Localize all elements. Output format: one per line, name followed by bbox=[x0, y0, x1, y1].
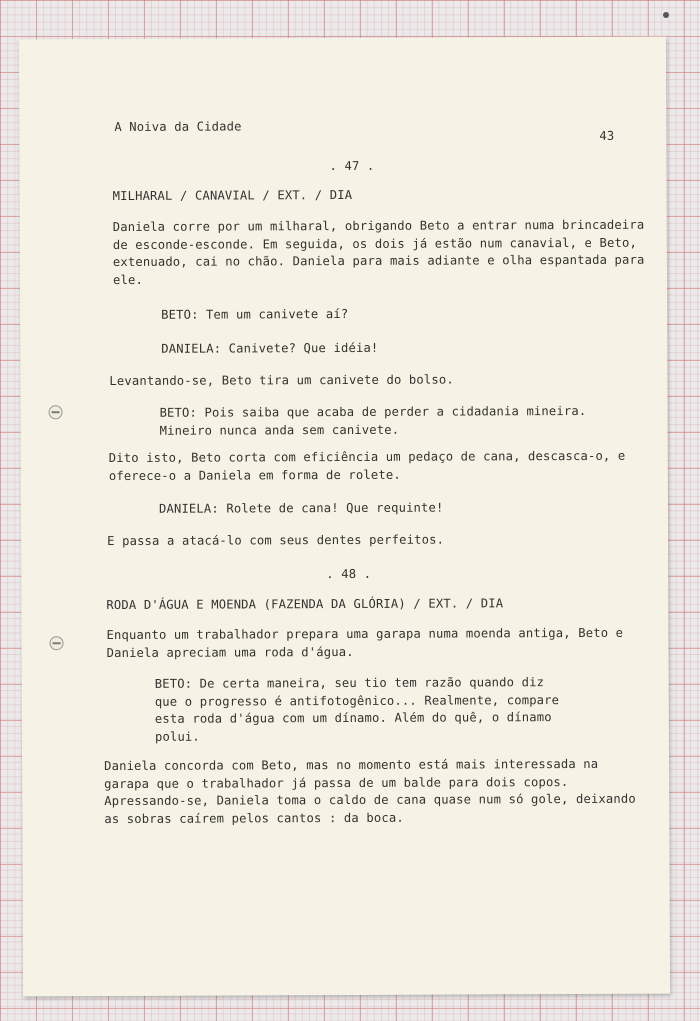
script-title: A Noiva da Cidade bbox=[114, 119, 242, 135]
punch-hole-top bbox=[49, 405, 63, 419]
dialogue-daniela: DANIELA: Rolete de cana! Que requinte! bbox=[158, 500, 444, 516]
action-line: garapa que o trabalhador já passa de um balde para dois copos. bbox=[104, 774, 569, 791]
action-line: ele. bbox=[112, 272, 143, 287]
page-number: 43 bbox=[599, 128, 615, 143]
dialogue-beto: BETO: Tem um canivete aí? bbox=[161, 306, 349, 322]
dialogue-line: polui. bbox=[154, 729, 200, 744]
action-line: Daniela corre por um milharal, obrigando Beto a entrar numa brincadeira bbox=[112, 217, 645, 235]
dialogue-line: BETO: De certa maneira, seu tio tem razão quando diz bbox=[154, 675, 545, 691]
scene-heading-47: MILHARAL / CANAVIAL / EXT. / DIA bbox=[112, 187, 353, 204]
punch-hole-bottom bbox=[50, 636, 64, 650]
action-line: as sobras caírem pelos cantos : da boca. bbox=[104, 810, 404, 826]
action-line: oferece-o a Daniela em forma de rolete. bbox=[108, 467, 401, 483]
dialogue-line: esta roda d'água com um dínamo. Além do quê, o dínamo bbox=[154, 710, 552, 727]
action-line: Dito isto, Beto corta com eficiência um pedaço de cana, descasca-o, e bbox=[108, 448, 626, 466]
scene-number-47: . 47 . bbox=[329, 158, 375, 174]
action-line: extenuado, cai no chão. Daniela para mais adiante e olha espantada para bbox=[112, 252, 645, 270]
action-line: Levantando-se, Beto tira um canivete do bolso. bbox=[109, 372, 454, 389]
action-line: Enquanto um trabalhador prepara uma garapa numa moenda antiga, Beto e bbox=[106, 625, 624, 643]
scene-heading-48: RODA D'ÁGUA E MOENDA (FAZENDA DA GLÓRIA) / EXT. / DIA bbox=[106, 596, 504, 613]
scene-number-48: . 48 . bbox=[326, 566, 372, 582]
action-line: Daniela concorda com Beto, mas no momento está mais interessada na bbox=[104, 756, 599, 774]
pin-mark bbox=[663, 12, 669, 18]
dialogue-line: que o progresso é antifotogênico... Realmente, compare bbox=[154, 692, 560, 709]
action-line: E passa a atacá-lo com seus dentes perfeitos. bbox=[107, 532, 445, 549]
action-line: Daniela apreciam uma roda d'água. bbox=[106, 644, 354, 660]
dialogue-line: BETO: Pois saiba que acaba de perder a cidadania mineira. bbox=[159, 403, 587, 420]
dialogue-daniela: DANIELA: Canivete? Que idéia! bbox=[161, 340, 379, 356]
dialogue-line: Mineiro nunca anda sem canivete. bbox=[159, 422, 400, 438]
action-line: de esconde-esconde. Em seguida, os dois já estão num canavial, e Beto, bbox=[112, 235, 637, 252]
script-page bbox=[19, 37, 670, 997]
action-line: Apressando-se, Daniela toma o caldo de cana quase num só gole, deixando bbox=[104, 791, 636, 809]
